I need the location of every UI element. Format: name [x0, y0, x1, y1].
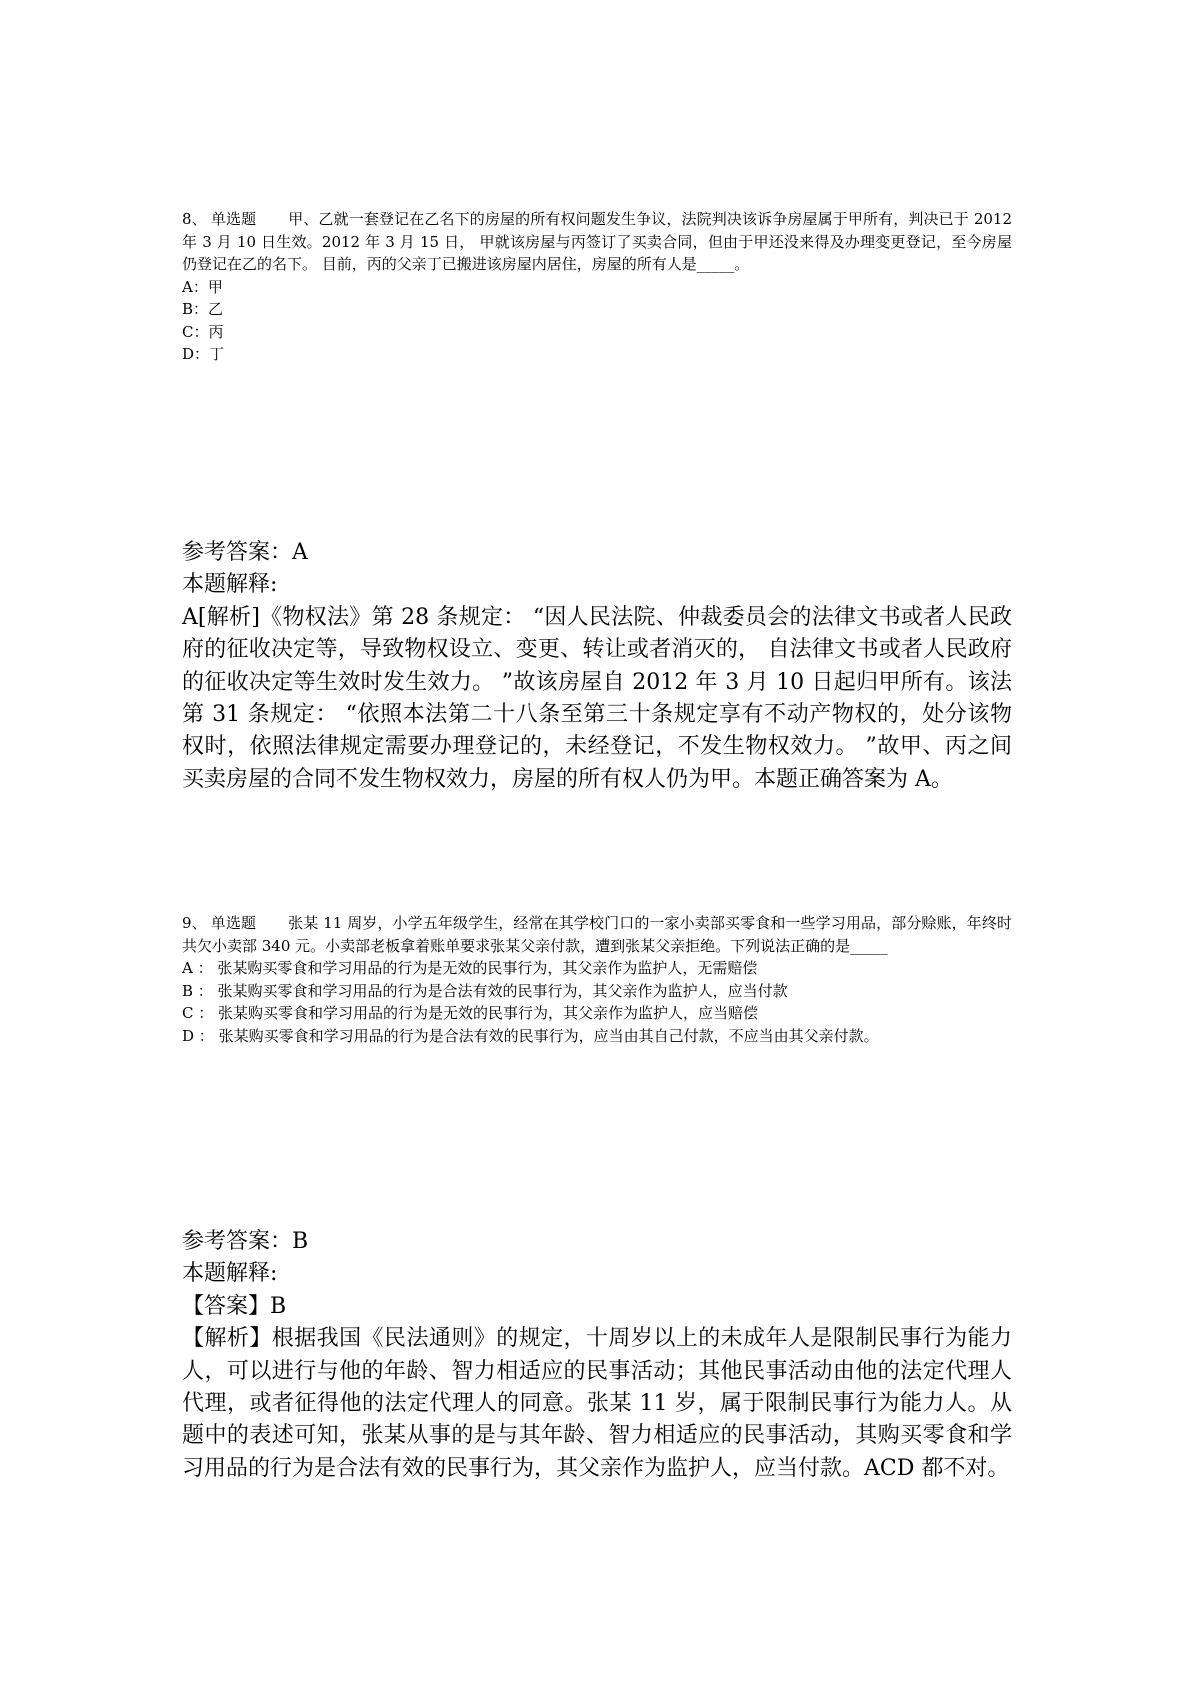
question-9-option-c: C ： 张某购买零食和学习用品的行为是无效的民事行为，其父亲作为监护人，应当赔偿: [182, 1004, 759, 1022]
question-8-option-a: A：甲: [182, 277, 223, 296]
question-9-option-a: A ： 张某购买零食和学习用品的行为是无效的民事行为，其父亲作为监护人，无需赔偿: [182, 959, 758, 977]
question-8-number: 8、: [182, 210, 207, 228]
question-8-option-c: C：丙: [182, 322, 224, 341]
explanation-9-text: 【解析】根据我国《民法通则》的规定，十周岁以上的未成年人是限制民事行为能力人，可以进行与他的年龄、智力相适应的民事活动；其他民事活动由他的法定代理人代理，或者征得他的法定代理人的同意。张某 11 岁，属于限制民事行为能力人。从题中的表述可知，张某从事的是与其年龄、智力相适应的民事活动，其购买零食和学习用品的行为是合法有效的民事行为，其父亲作为监护人，应当付款。ACD 都不对。: [182, 1326, 1012, 1481]
question-9-option-b: B ： 张某购买零食和学习用品的行为是合法有效的民事行为，其父亲作为监护人，应当付款: [182, 981, 788, 1000]
question-8-option-b: B：乙: [182, 300, 224, 318]
question-9-type: 单选题: [210, 914, 257, 932]
answer-8-label: 参考答案：A: [182, 540, 308, 565]
answer-9: [182, 1226, 1012, 1485]
answer-8: [182, 537, 1012, 796]
explanation-9-label: 本题解释:: [182, 1261, 278, 1287]
question-9-options: [182, 957, 1012, 1047]
explanation-9-answer: 【答案】B: [182, 1293, 287, 1319]
question-9-text: 张某 11 周岁，小学五年级学生，经常在其学校门口的一家小卖部买零食和一些学习用品，部分赊账，年终时共欠小卖部 340 元。小卖部老板拿着账单要求张某父亲付款，遭到张某父亲拒绝。下列说法正确的是_____: [182, 914, 1012, 955]
question-8-text: 甲、乙就一套登记在乙名下的房屋的所有权问题发生争议，法院判决该诉争房屋属于甲所有，判决已于 2012 年 3 月 10 日生效。2012 年 3 月 15 日， 甲就该房屋与丙签订了买卖合同，但由于甲还没来得及办理变更登记，至今房屋仍登记在乙的名下。 目前，丙的父亲丁已搬进该房屋内居住，房屋的所有人是_____。: [182, 210, 1012, 273]
question-8: [182, 208, 1012, 366]
question-9-stem: [182, 912, 1012, 957]
explanation-8-label: 本题解释:: [182, 572, 278, 598]
question-9: [182, 912, 1012, 1047]
question-8-options: [182, 276, 1012, 366]
answer-9-label: 参考答案：B: [182, 1229, 309, 1254]
question-9-number: 9、: [182, 914, 207, 932]
question-8-type: 单选题: [210, 210, 257, 228]
question-8-stem: [182, 208, 1012, 276]
question-8-option-d: D：丁: [182, 345, 225, 363]
question-9-option-d: D ： 张某购买零食和学习用品的行为是合法有效的民事行为，应当由其自己付款，不应当由其父亲付款。: [182, 1026, 879, 1045]
explanation-8-text: A[解析]《物权法》第 28 条规定： “因人民法院、仲裁委员会的法律文书或者人民政府的征收决定等，导致物权设立、变更、转让或者消灭的， 自法律文书或者人民政府的征收决定等生效时发生效力。 ”故该房屋自 2012 年 3 月 10 日起归甲所有。该法第 31 条规定： “依照本法第二十八条至第三十条规定享有不动产物权的，处分该物权时，依照法律规定需要办理登记的，未经登记，不发生物权效力。 ”故甲、丙之间买卖房屋的合同不发生物权效力，房屋的所有权人仍为甲。本题正确答案为 A。: [182, 604, 1012, 792]
